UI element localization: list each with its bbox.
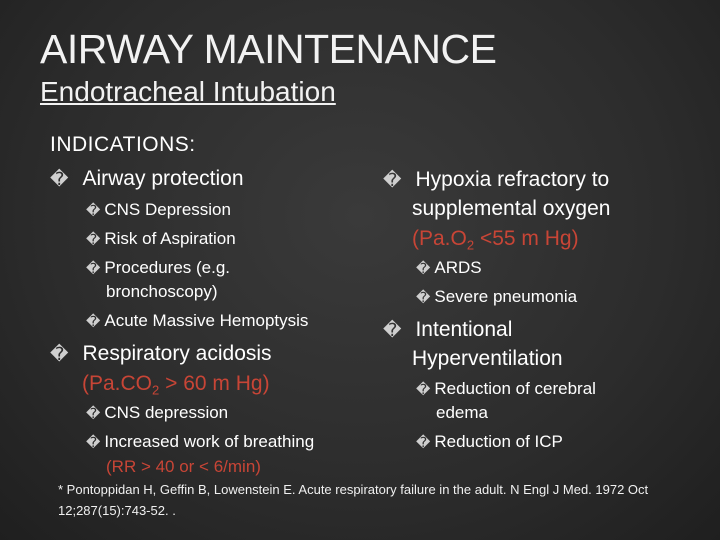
bullet-hypoxia	[383, 168, 609, 192]
sub-bullet-icon: �	[416, 290, 431, 306]
bullet-text: Hypoxia refractory to	[415, 168, 610, 191]
sub-bullet-text: Acute Massive Hemoptysis	[104, 311, 309, 330]
paco2-subscript: 2	[152, 382, 160, 398]
sub-bullet-risk-of-aspiration	[86, 229, 236, 249]
bullet-icon: �	[50, 344, 69, 365]
paco2-label: (Pa.CO	[82, 372, 153, 395]
sub-bullet-procedures	[86, 258, 230, 278]
sub-bullet-text: Increased work of breathing	[104, 432, 315, 451]
sub-bullet-cns-depression	[86, 200, 231, 220]
sub-bullet-work-of-breathing	[86, 432, 314, 452]
sub-bullet-text: ARDS	[434, 258, 482, 277]
pao2-subscript: 2	[466, 237, 475, 253]
sub-bullet-icon: �	[86, 261, 101, 277]
sub-bullet-text: Severe pneumonia	[434, 287, 578, 306]
paco2-threshold	[82, 372, 270, 398]
sub-bullet-ards	[416, 258, 482, 278]
bullet-text: Airway protection	[82, 167, 244, 190]
bullet-airway-protection	[50, 167, 244, 191]
sub-bullet-icon: �	[86, 406, 101, 422]
sub-bullet-text: Risk of Aspiration	[104, 229, 236, 248]
sub-bullet-text: Reduction of cerebral	[434, 379, 596, 398]
bullet-text: Respiratory acidosis	[82, 342, 272, 365]
sub-bullet-text: Procedures (e.g.	[104, 258, 231, 277]
sub-bullet-hemoptysis	[86, 311, 308, 331]
sub-bullet-icon: �	[86, 314, 101, 330]
sub-bullet-icon: �	[416, 261, 431, 277]
slide-subtitle: Endotracheal Intubation	[40, 76, 336, 107]
sub-bullet-icon: �	[86, 435, 101, 451]
sub-bullet-reduction-icp	[416, 432, 563, 452]
sub-bullet-text: CNS depression	[104, 403, 229, 422]
pao2-threshold	[412, 227, 579, 253]
bullet-respiratory-acidosis	[50, 342, 272, 366]
paco2-value: > 60 m Hg)	[159, 372, 270, 395]
sub-bullet-icon: �	[86, 203, 101, 219]
bullet-hypoxia-continued: supplemental oxygen	[412, 197, 611, 220]
sub-bullet-procedures-continued: bronchoscopy)	[106, 282, 218, 301]
bullet-text: Intentional	[415, 318, 513, 341]
pao2-label: (Pa.O	[412, 227, 467, 250]
sub-bullet-cerebral-edema-continued: edema	[436, 403, 488, 422]
sub-bullet-severe-pneumonia	[416, 287, 577, 307]
sub-bullet-icon: �	[416, 435, 431, 451]
bullet-icon: �	[383, 170, 402, 191]
bullet-icon: �	[383, 320, 402, 341]
bullet-hyperventilation-continued: Hyperventilation	[412, 347, 563, 370]
sub-bullet-cerebral-edema	[416, 379, 596, 399]
slide-title: AIRWAY MAINTENANCE	[40, 26, 497, 72]
sub-bullet-icon: �	[416, 382, 431, 398]
respiratory-rate-note: (RR > 40 or < 6/min)	[106, 457, 261, 476]
sub-bullet-cns-depression-2	[86, 403, 228, 423]
sub-bullet-icon: �	[86, 232, 101, 248]
sub-bullet-text: CNS Depression	[104, 200, 231, 219]
sub-bullet-text: Reduction of ICP	[434, 432, 563, 451]
indications-heading: INDICATIONS:	[50, 133, 196, 156]
pao2-value: <55 m Hg)	[474, 227, 579, 250]
bullet-icon: �	[50, 169, 69, 190]
reference-citation: * Pontoppidan H, Geffin B, Lowenstein E. Acute respiratory failure in the adult. N Engl J Med. 1972 Oct 12;287(15):743-52. .	[58, 482, 649, 518]
bullet-intentional-hyperventilation	[383, 318, 512, 342]
